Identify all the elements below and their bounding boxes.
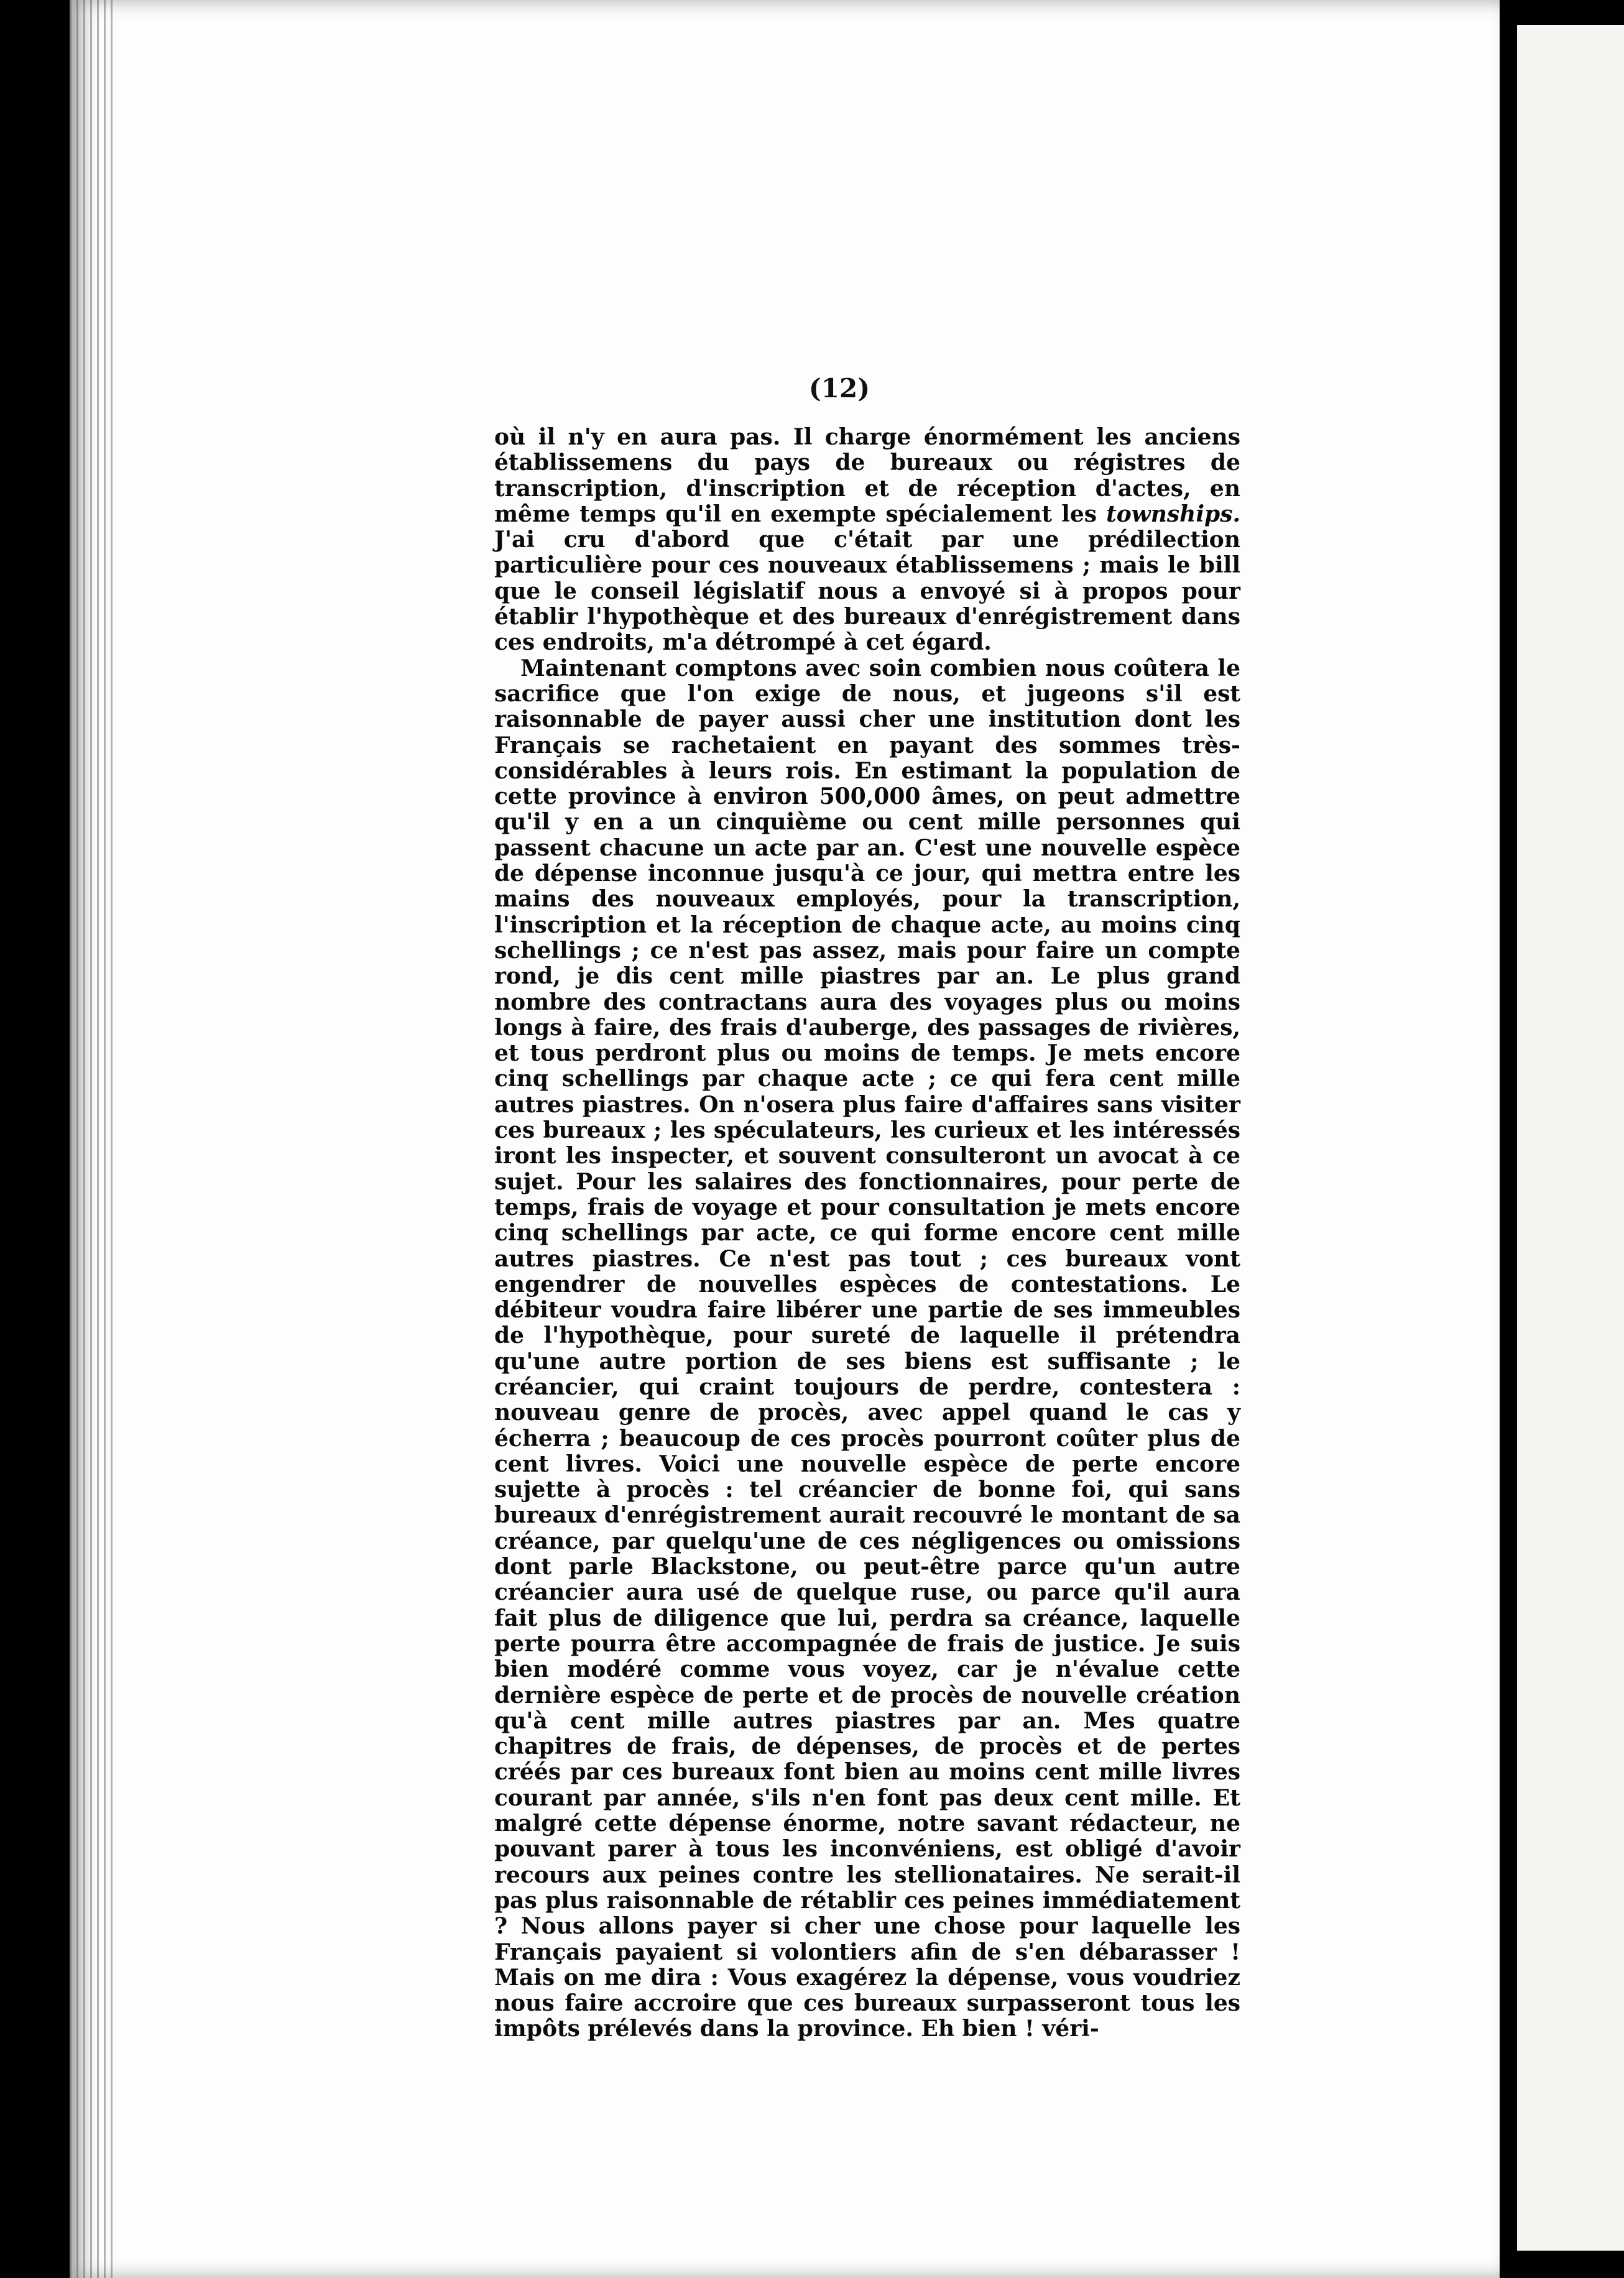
paragraph-1-text-b: J'ai cru d'abord que c'était par une prédilection particulière pour ces nouveaux établissemens ; mais le bill que le conseil législatif nous a envoyé si à propos pour établir l'hypothèque et des bureaux d'enrégistrement dans ces endroits, m'a détrompé à cet égard. bbox=[494, 527, 1240, 656]
paragraph-2 bbox=[494, 656, 1240, 2042]
binding-shadow bbox=[1500, 0, 1517, 2278]
paragraph-1-text-a: où il n'y en aura pas. Il charge énormément les anciens établissemens du pays de bureaux ou régistres de transcription, d'inscription et de réception d'actes, en même temps qu'il en exempte spécialement les bbox=[494, 424, 1240, 527]
paragraph-1-italic-term: townships. bbox=[1106, 500, 1240, 527]
body-text bbox=[494, 424, 1240, 2042]
page-number: (12) bbox=[808, 373, 870, 403]
page-gutter-edges bbox=[70, 0, 113, 2278]
paragraph-1 bbox=[494, 425, 1240, 656]
facing-page-edge bbox=[1517, 25, 1624, 2251]
paragraph-2-text: Maintenant comptons avec soin combien nous coûtera le sacrifice que l'on exige de nous, et jugeons s'il est raisonnable de payer aussi cher une institution dont les Français se rachetaient en payant des sommes très-considérables à leurs rois. En estimant la population de cette province à environ 500,000 âmes, on peut admettre qu'il y en a un cinquième ou cent mille personnes qui passent chacune un acte par an. C'est une nouvelle espèce de dépense inconnue jusqu'à ce jour, qui mettra entre les mains des nouveaux employés, pour la transcription, l'inscription et la réception de chaque acte, au moins cinq schellings ; ce n'est pas assez, mais pour faire un compte rond, je dis cent mille piastres par an. Le plus grand nombre des contractans aura des voyages plus ou moins longs à faire, des frais d'auberge, des passages de rivières, et tous perdront plus ou moins de temps. Je mets encore cinq schellings par chaque acte ; ce qui fera cent mille autres piastres. On n'osera plus faire d'affaires sans visiter ces bureaux ; les spéculateurs, les curieux et les intéressés iront les inspecter, et souvent consulteront un avocat à ce sujet. Pour les salaires des fonctionnaires, pour perte de temps, frais de voyage et pour consultation je mets encore cinq schellings par acte, ce qui forme encore cent mille autres piastres. Ce n'est pas tout ; ces bureaux vont engendrer de nouvelles espèces de contestations. Le débiteur voudra faire libérer une partie de ses immeubles de l'hypothèque, pour sureté de laquelle il prétendra qu'une autre portion de ses biens est suffisante ; le créancier, qui craint toujours de perdre, contestera : nouveau genre de procès, avec appel quand le cas y écherra ; beaucoup de ces procès pourront coûter plus de cent livres. Voici une nouvelle espèce de perte encore sujette à procès : tel créancier de bonne foi, qui sans bureaux d'enrégistrement aurait recouvré le montant de sa créance, par quelqu'une de ces négligences ou omissions dont parle Blackstone, ou peut-être parce qu'un autre créancier aura usé de quelque ruse, ou parce qu'il aura fait plus de diligence que lui, perdra sa créance, laquelle perte pourra être accompagnée de frais de justice. Je suis bien modéré comme vous voyez, car je n'évalue cette dernière espèce de perte et de procès de nouvelle création qu'à cent mille autres piastres par an. Mes quatre chapitres de frais, de dépenses, de procès et de pertes créés par ces bureaux font bien au moins cent mille livres courant par année, s'ils n'en font pas deux cent mille. Et malgré cette dépense énorme, notre savant rédacteur, ne pouvant parer à tous les inconvéniens, est obligé d'avoir recours aux peines contre les stellionataires. Ne serait-il pas plus raisonnable de rétablir ces peines immédiatement ? Nous allons payer si cher une chose pour laquelle les Français payaient si volontiers afin de s'en débarasser ! Mais on me dira : Vous exagérez la dépense, vous voudriez nous faire accroire que ces bureaux surpasseront tous les impôts prélevés dans la province. Eh bien ! véri- bbox=[494, 655, 1240, 2042]
